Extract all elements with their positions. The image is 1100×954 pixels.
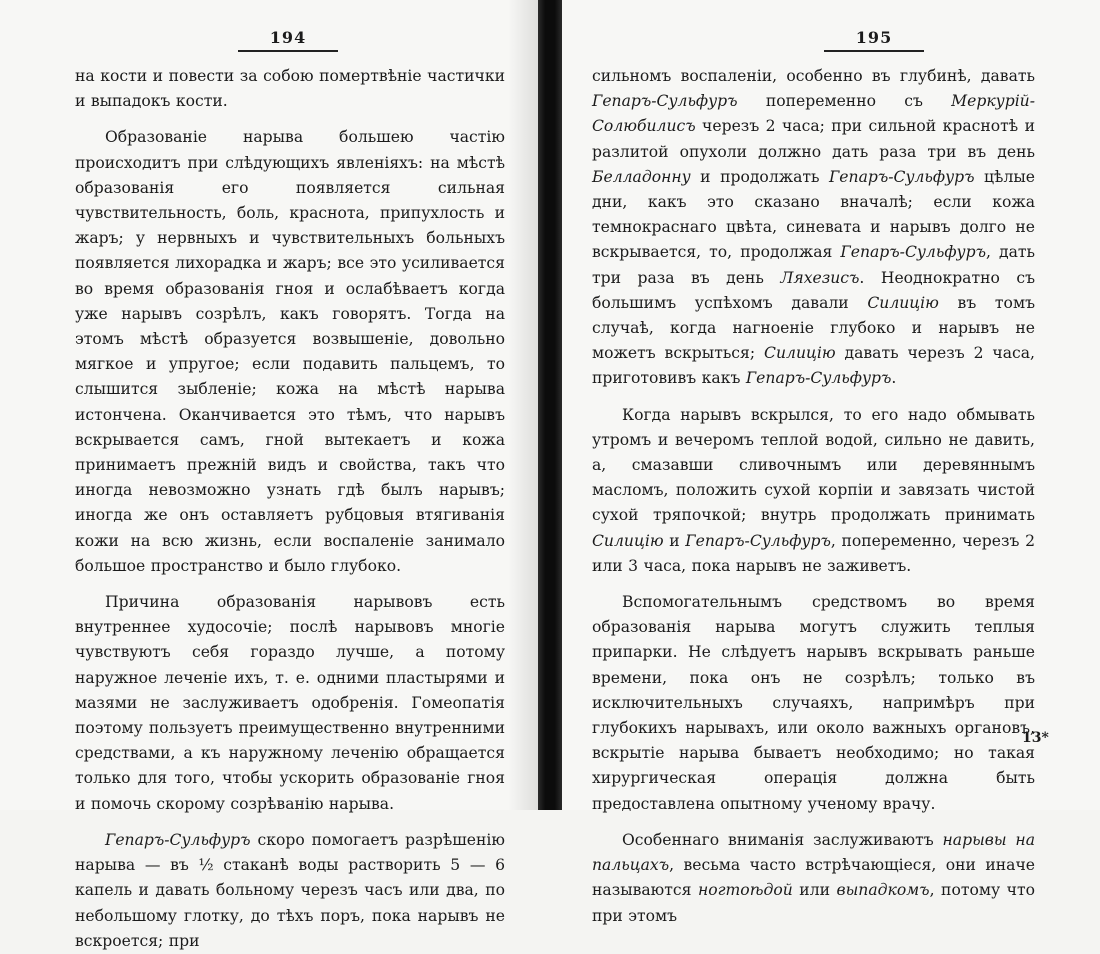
paragraph <box>75 125 505 579</box>
italic-run: Гепаръ-Сульфуръ <box>840 243 986 262</box>
text-run: , попеременно, черезъ 2 или 3 часа, пока нарывъ не заживетъ. <box>592 531 1035 575</box>
paragraph <box>75 64 505 114</box>
italic-run: ногтоѣдой <box>697 881 793 900</box>
page-body <box>75 64 505 954</box>
italic-run: Силицію <box>867 293 939 312</box>
header-rule <box>824 50 924 52</box>
text-run: на кости и повести за собою помертвѣніе частички и выпадокъ кости. <box>75 67 505 111</box>
page-number: 194 <box>269 28 307 47</box>
text-run: и <box>663 531 686 550</box>
text-run: въ томъ случаѣ, когда нагноеніе глубоко и нарывъ не можетъ вскрыться; <box>592 293 1035 363</box>
text-run: Когда нарывъ вскрылся, то его надо обмывать утромъ и вечеромъ теплой водой, сильно не давить, а, смазавши сливочнымъ или деревяннымъ масломъ, положить сухой корпіи и завязать чистой сухой тряпочкой; внутрь продолжать принимать <box>592 405 1035 525</box>
paragraph <box>75 828 505 954</box>
italic-run: выпадкомъ <box>836 881 930 900</box>
text-run: и продолжать <box>690 167 829 186</box>
left-page <box>0 0 538 950</box>
italic-run: Гепаръ-Сульфуръ <box>105 830 251 849</box>
text-run: попеременно съ <box>737 92 952 111</box>
text-run: цѣлые дни, какъ это сказано вначалѣ; если кожа темнокраснаго цвѣта, синевата и нарывъ долго не вскрывается, то, продолжая <box>592 167 1035 262</box>
page-body <box>592 64 1035 929</box>
text-run: , потому что при этомъ <box>592 881 1035 925</box>
text-run: или <box>792 881 837 900</box>
text-run: Особеннаго вниманія заслуживаютъ <box>622 830 943 849</box>
header-rule <box>238 50 338 52</box>
text-run: Причина образованія нарывовъ есть внутреннее худосочіе; послѣ нарывовъ многіе чувствуютъ себя гораздо лучше, а потому наружное леченіе ихъ, т. е. одними пластырями и мазями не заслуживаетъ одобренія. Гомеопатія поэтому пользуетъ преимущественно внутренними средствами, а къ наружному леченію обращается только для того, чтобы ускорить образованіе гноя и помочь скорому созрѣванію нарыва. <box>75 593 505 813</box>
text-run: Вспомогательнымъ средствомъ во время образованія нарыва могутъ служить теплыя припарки. Не слѣдуетъ нарывъ вскрывать раньше времени, пока онъ не созрѣлъ; только въ исключительныхъ случаяхъ, напримѣръ при глубокихъ нарывахъ, или около важныхъ органовъ, вскрытіе нарыва бываетъ необходимо; но такая хирургическая операція должна быть предоставлена опытному ученому врачу. <box>592 593 1035 813</box>
italic-run: Белладонну <box>592 167 691 186</box>
book-gutter <box>538 0 562 810</box>
italic-run: Ляхезисъ <box>780 268 860 287</box>
right-page <box>562 0 1100 925</box>
text-run: сильномъ воспаленіи, особенно въ глубинѣ, давать <box>592 67 1035 85</box>
gutter-shade <box>508 0 538 810</box>
text-run: скоро помогаетъ разрѣшенію нарыва — въ ½ стаканѣ воды растворить 5 — 6 капель и давать больному черезъ часъ или два, по небольшому глотку, до тѣхъ поръ, пока нарывъ не вскроется; при <box>75 830 505 950</box>
text-run: , дать три раза въ день <box>592 243 1035 287</box>
paragraph <box>592 828 1035 929</box>
paragraph <box>592 64 1035 392</box>
text-run: , весьма часто встрѣчающіеся, они иначе называются <box>592 856 1035 900</box>
text-run: черезъ 2 часа; при сильной краснотѣ и разлитой опухоли должно дать раза три въ день <box>592 117 1035 161</box>
text-run: . Неоднократно съ большимъ успѣхомъ давали <box>592 268 1035 312</box>
page-number: 195 <box>855 28 893 47</box>
italic-run: Гепаръ-Сульфуръ <box>745 369 892 388</box>
paragraph <box>592 590 1035 817</box>
italic-run: Гепаръ-Сульфуръ <box>828 167 975 186</box>
italic-run: нарывы на пальцахъ <box>592 830 1035 875</box>
italic-run: Силицію <box>764 344 836 363</box>
italic-run: Гепаръ-Сульфуръ <box>592 92 738 111</box>
text-run: давать черезъ 2 часа, приготовивъ какъ <box>592 344 1035 388</box>
paragraph <box>592 403 1035 579</box>
paragraph <box>75 590 505 817</box>
text-run: Образованіе нарыва большею частію происходитъ при слѣдующихъ явленіяхъ: на мѣстѣ образованія его появляется сильная чувствительность, боль, краснота, припухлость и жаръ; у нервныхъ и чувствительныхъ больныхъ появляется лихорадка и жаръ; все это усиливается во время образованія гноя и ослабѣваетъ когда уже нарывъ созрѣлъ, какъ говорятъ. Тогда на этомъ мѣстѣ образуется возвышеніе, довольно мягкое и упругое; если подавить пальцемъ, то слышится зыбленіе; кожа на мѣстѣ нарыва истончена. Оканчивается это тѣмъ, что нарывъ вскрывается самъ, гной вытекаетъ и кожа принимаетъ прежній видъ и свойства, такъ что иногда невозможно узнать гдѣ былъ нарывъ; иногда же онъ оставляетъ рубцовыя втягиванія кожи на всю жизнь, если воспаленіе занимало большое пространство и было глубоко. <box>75 128 505 575</box>
italic-run: Меркурій-Солюбилисъ <box>592 92 1035 136</box>
signature-mark: 13* <box>1022 730 1049 746</box>
italic-run: Гепаръ-Сульфуръ <box>685 531 831 550</box>
text-run: . <box>891 369 897 388</box>
italic-run: Силицію <box>592 531 664 550</box>
